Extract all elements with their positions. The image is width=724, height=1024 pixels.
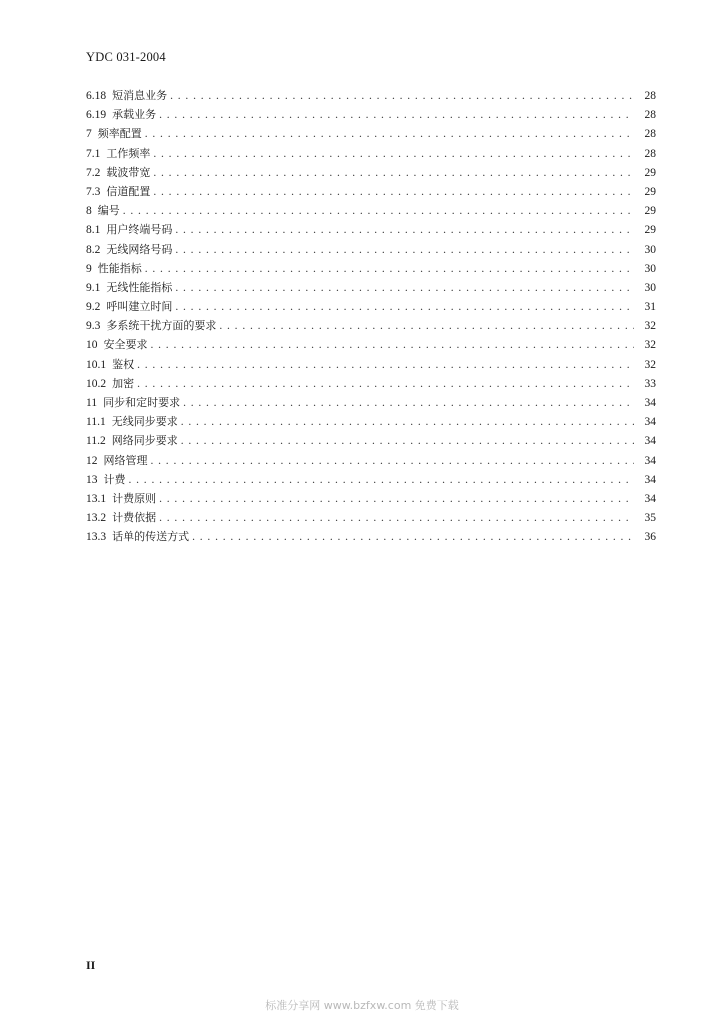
toc-entry-number: 13.3: [86, 531, 107, 544]
toc-entry-page: 34: [644, 473, 656, 486]
toc-entry-number: 8: [86, 205, 92, 218]
toc-entry-title: 加密: [112, 376, 135, 390]
toc-dot-leader: [153, 145, 634, 163]
toc-entry-title: 编号: [97, 204, 120, 218]
toc-entry-title: 同步和定时要求: [103, 396, 181, 409]
toc-entry-title: 信道配置: [106, 184, 151, 198]
toc-entry[interactable]: [86, 527, 656, 546]
toc-entry-title: 工作频率: [106, 146, 151, 160]
table-of-contents: [86, 86, 656, 547]
toc-entry-number: 8.2: [86, 243, 101, 256]
toc-entry[interactable]: [86, 316, 656, 335]
toc-entry-title: 计费依据: [112, 511, 157, 525]
page-number: II: [86, 958, 96, 972]
toc-entry[interactable]: [86, 220, 656, 239]
toc-entry[interactable]: [86, 259, 656, 278]
toc-entry-page: 34: [644, 397, 656, 409]
toc-entry[interactable]: [86, 278, 656, 297]
toc-entry-number: 13: [86, 473, 98, 486]
toc-entry-page: 32: [644, 320, 656, 333]
toc-entry-page: 29: [644, 224, 656, 237]
toc-entry-title: 承载业务: [112, 108, 157, 122]
toc-entry-page: 32: [644, 358, 656, 371]
toc-entry-page: 28: [644, 147, 656, 160]
toc-entry-title: 网络管理: [103, 453, 148, 467]
toc-entry[interactable]: [86, 182, 656, 201]
toc-entry[interactable]: [86, 374, 656, 393]
toc-entry-title: 无线网络号码: [106, 242, 173, 256]
toc-entry-number: 7.1: [86, 147, 101, 160]
toc-dot-leader: [145, 125, 634, 143]
toc-entry[interactable]: [86, 144, 656, 163]
toc-entry[interactable]: [86, 470, 656, 489]
toc-entry-title: 计费原则: [112, 491, 157, 505]
toc-dot-leader: [175, 298, 634, 316]
toc-entry-number: 7: [86, 128, 92, 141]
toc-entry-number: 7.3: [86, 185, 101, 198]
toc-entry[interactable]: [86, 201, 656, 220]
toc-dot-leader: [183, 394, 634, 412]
toc-entry-page: 34: [644, 492, 656, 505]
toc-entry-number: 11.1: [86, 416, 106, 429]
toc-entry-number: 7.2: [86, 166, 101, 179]
toc-entry-page: 30: [644, 281, 656, 294]
toc-entry-title: 短消息业务: [112, 89, 168, 102]
toc-entry-number: 10.1: [86, 358, 107, 371]
toc-dot-leader: [145, 260, 634, 278]
watermark-text: 标准分享网 www.bzfxw.com 免费下载: [265, 999, 459, 1012]
toc-entry-title: 呼叫建立时间: [106, 300, 173, 314]
toc-dot-leader: [151, 452, 635, 470]
toc-entry-number: 10.2: [86, 377, 107, 390]
toc-dot-leader: [151, 336, 635, 354]
toc-entry[interactable]: [86, 105, 656, 124]
toc-dot-leader: [181, 432, 634, 450]
toc-entry-page: 29: [644, 185, 656, 198]
toc-entry-number: 12: [86, 454, 98, 467]
toc-entry[interactable]: [86, 124, 656, 143]
toc-entry[interactable]: [86, 86, 656, 105]
toc-entry-title: 多系统干扰方面的要求: [106, 319, 217, 333]
toc-entry-number: 11: [86, 397, 98, 409]
toc-dot-leader: [192, 528, 634, 546]
toc-entry[interactable]: [86, 163, 656, 182]
toc-entry-page: 28: [644, 128, 656, 141]
toc-entry[interactable]: [86, 508, 656, 527]
toc-entry-title: 载波带宽: [106, 165, 151, 179]
toc-entry-title: 频率配置: [97, 127, 142, 141]
toc-dot-leader: [159, 509, 634, 527]
toc-entry-number: 10: [86, 339, 98, 352]
toc-dot-leader: [153, 164, 634, 182]
toc-entry-page: 28: [644, 109, 656, 122]
toc-entry-page: 35: [644, 512, 656, 525]
toc-entry-page: 34: [644, 416, 656, 429]
toc-entry[interactable]: [86, 431, 656, 450]
toc-entry[interactable]: [86, 297, 656, 316]
toc-entry-title: 用户终端号码: [106, 223, 173, 237]
toc-entry[interactable]: [86, 489, 656, 508]
toc-entry-page: 33: [644, 377, 656, 390]
toc-entry-title: 无线同步要求: [111, 415, 178, 429]
toc-dot-leader: [129, 471, 635, 489]
toc-entry-number: 13.2: [86, 512, 107, 525]
toc-entry-page: 29: [644, 166, 656, 179]
toc-entry-title: 计费: [103, 472, 126, 486]
toc-entry[interactable]: [86, 393, 656, 412]
toc-entry-page: 28: [644, 90, 656, 102]
toc-entry-number: 11.2: [86, 435, 106, 448]
toc-entry-number: 9.1: [86, 281, 101, 294]
toc-dot-leader: [123, 202, 634, 220]
toc-entry-page: 34: [644, 435, 656, 448]
toc-dot-leader: [153, 183, 634, 201]
toc-entry-page: 32: [644, 339, 656, 352]
toc-dot-leader: [219, 317, 634, 335]
toc-entry-number: 9.2: [86, 301, 101, 314]
toc-entry-title: 话单的传送方式: [112, 530, 190, 544]
toc-entry-title: 安全要求: [103, 338, 148, 352]
toc-entry-number: 8.1: [86, 224, 101, 237]
toc-entry-number: 9.3: [86, 320, 101, 333]
toc-entry-title: 鉴权: [112, 357, 135, 371]
toc-dot-leader: [175, 221, 634, 239]
toc-entry-page: 36: [644, 531, 656, 544]
toc-dot-leader: [137, 356, 634, 374]
toc-entry-number: 9: [86, 262, 92, 275]
toc-entry[interactable]: [86, 335, 656, 354]
toc-dot-leader: [175, 241, 634, 259]
toc-entry-title: 性能指标: [97, 261, 142, 275]
toc-entry-number: 6.19: [86, 109, 107, 122]
toc-entry-page: 34: [644, 454, 656, 467]
toc-entry-title: 无线性能指标: [106, 280, 173, 294]
toc-dot-leader: [175, 279, 634, 297]
toc-entry-page: 31: [644, 301, 656, 314]
toc-entry[interactable]: [86, 451, 656, 470]
toc-entry-page: 30: [644, 262, 656, 275]
toc-entry-number: 13.1: [86, 492, 107, 505]
toc-entry-page: 29: [644, 205, 656, 218]
toc-entry[interactable]: [86, 412, 656, 431]
toc-entry-page: 30: [644, 243, 656, 256]
toc-dot-leader: [159, 106, 634, 124]
toc-dot-leader: [170, 87, 634, 105]
toc-dot-leader: [137, 375, 634, 393]
toc-entry[interactable]: [86, 240, 656, 259]
toc-entry-title: 网络同步要求: [111, 434, 178, 448]
document-code: YDC 031-2004: [86, 50, 166, 64]
toc-dot-leader: [159, 490, 634, 508]
toc-entry-number: 6.18: [86, 90, 107, 102]
toc-entry[interactable]: [86, 355, 656, 374]
toc-dot-leader: [181, 413, 634, 431]
